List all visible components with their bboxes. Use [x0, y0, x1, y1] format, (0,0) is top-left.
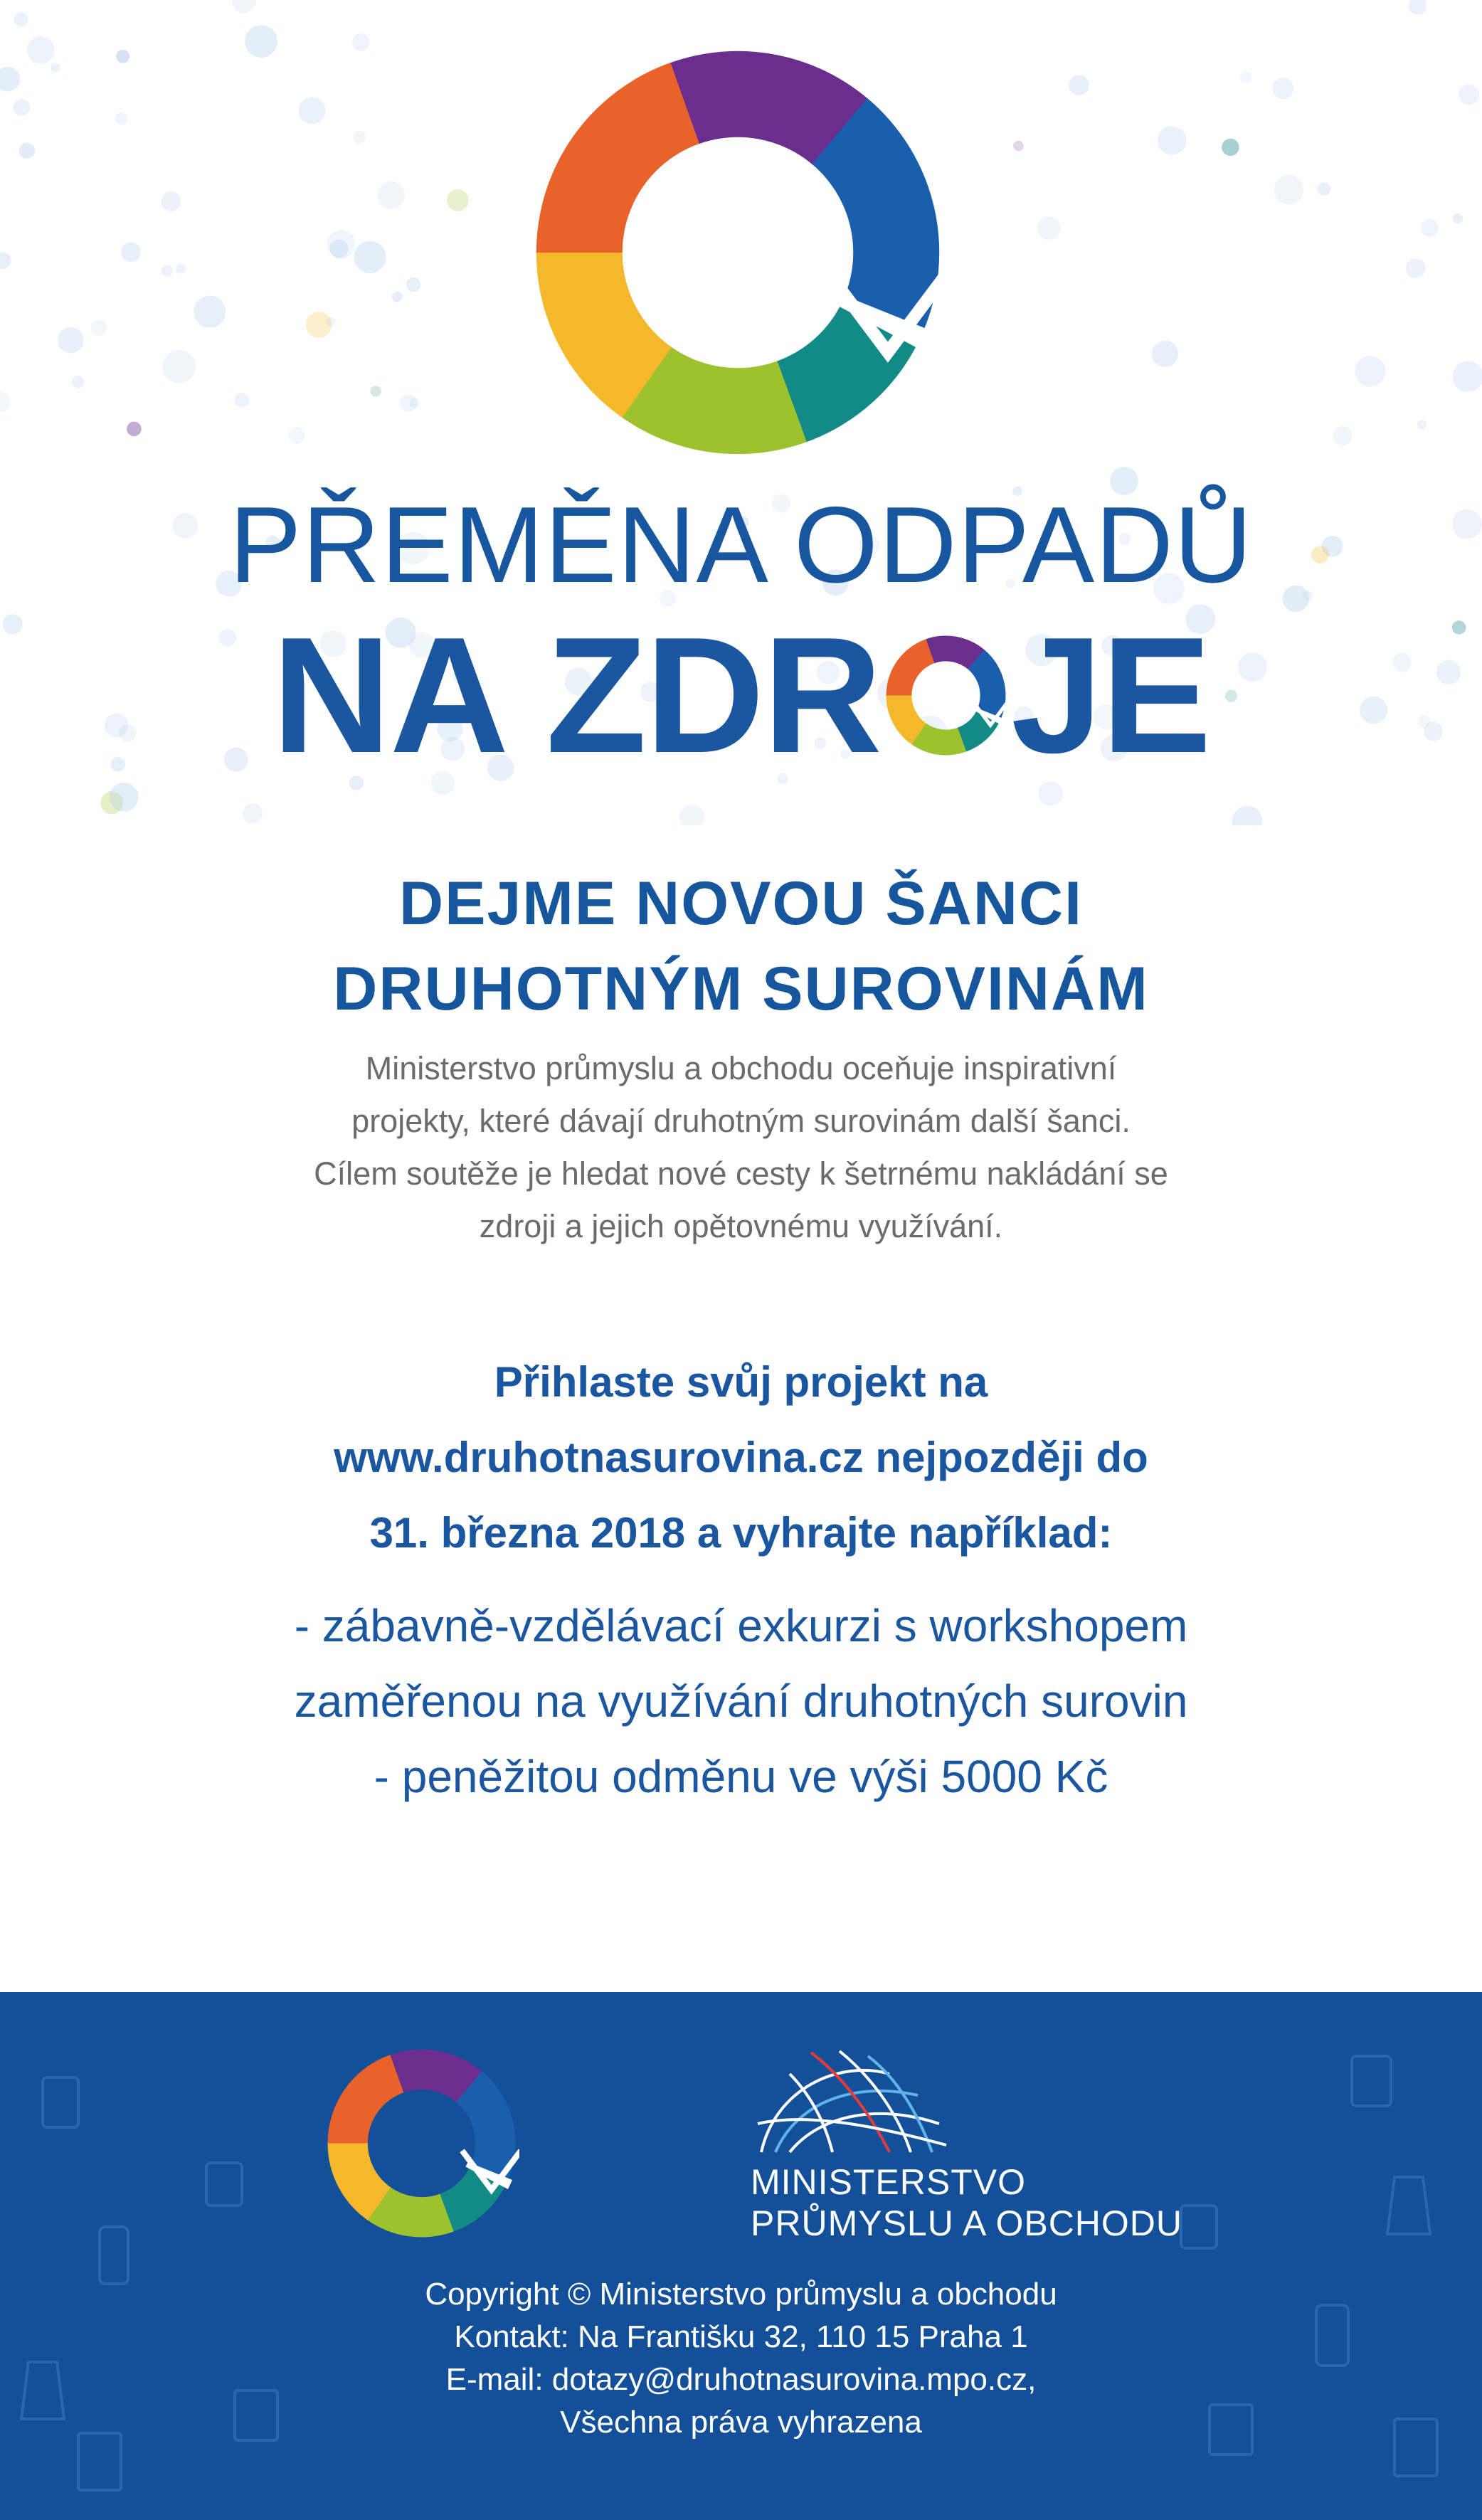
recycle-ring-letter-icon: [884, 633, 1008, 758]
cta-line: www.druhotnasurovina.cz nejpozději do: [334, 1434, 1148, 1481]
ministry-globe-emblem-icon: [747, 2045, 953, 2159]
ministry-name-line: PRŮMYSLU A OBCHODU: [751, 2203, 1183, 2243]
footer-contact: [0, 2273, 1482, 2444]
address-text: Kontakt: Na Františku 32, 110 15 Praha 1: [454, 2319, 1028, 2354]
headline-line: DEJME NOVOU ŠANCI: [398, 869, 1084, 938]
cta-line: Přihlaste svůj projekt na: [494, 1358, 988, 1406]
intro-line: Cílem soutěže je hledat nové cesty k šetrnému nakládání se: [314, 1155, 1168, 1192]
title-line-2-end: JE: [1010, 603, 1210, 788]
headline: [0, 861, 1482, 1032]
title-line-1: PŘEMĚNA ODPADŮ: [229, 485, 1253, 605]
cta-line: 31. března 2018 a vyhrajte například:: [369, 1509, 1113, 1557]
copyright-text: Copyright © Ministerstvo průmyslu a obchodu: [425, 2277, 1057, 2312]
intro-paragraph: [0, 1042, 1482, 1253]
prize-item: - peněžitou odměnu ve výši 5000 Kč: [374, 1751, 1108, 1802]
intro-line: Ministerstvo průmyslu a obchodu oceňuje inspirativní: [365, 1050, 1117, 1086]
title-line-2: [0, 603, 1482, 788]
campaign-logo-small-icon: [324, 2045, 519, 2241]
title-line-2-start: NA ZDR: [272, 603, 881, 788]
call-to-action: [0, 1345, 1482, 1571]
ministry-name-line: MINISTERSTVO: [751, 2162, 1027, 2202]
rights-text: Všechna práva vyhrazena: [560, 2405, 922, 2440]
prize-item: zaměřenou na využívání druhotných surovin: [294, 1675, 1188, 1727]
intro-line: projekty, které dávají druhotným surovinám další šanci.: [351, 1103, 1131, 1139]
headline-line: DRUHOTNÝM SUROVINÁM: [333, 955, 1149, 1023]
email-text: E-mail: dotazy@druhotnasurovina.mpo.cz,: [445, 2362, 1037, 2397]
footer: [0, 1992, 1482, 2520]
prize-item: - zábavně-vzdělávací exkurzi s workshopem: [294, 1600, 1188, 1651]
intro-line: zdroji a jejich opětovnému využívání.: [479, 1208, 1003, 1244]
ministry-name: [751, 2161, 1182, 2244]
prize-list: [0, 1588, 1482, 1814]
campaign-logo-icon: [528, 43, 948, 462]
